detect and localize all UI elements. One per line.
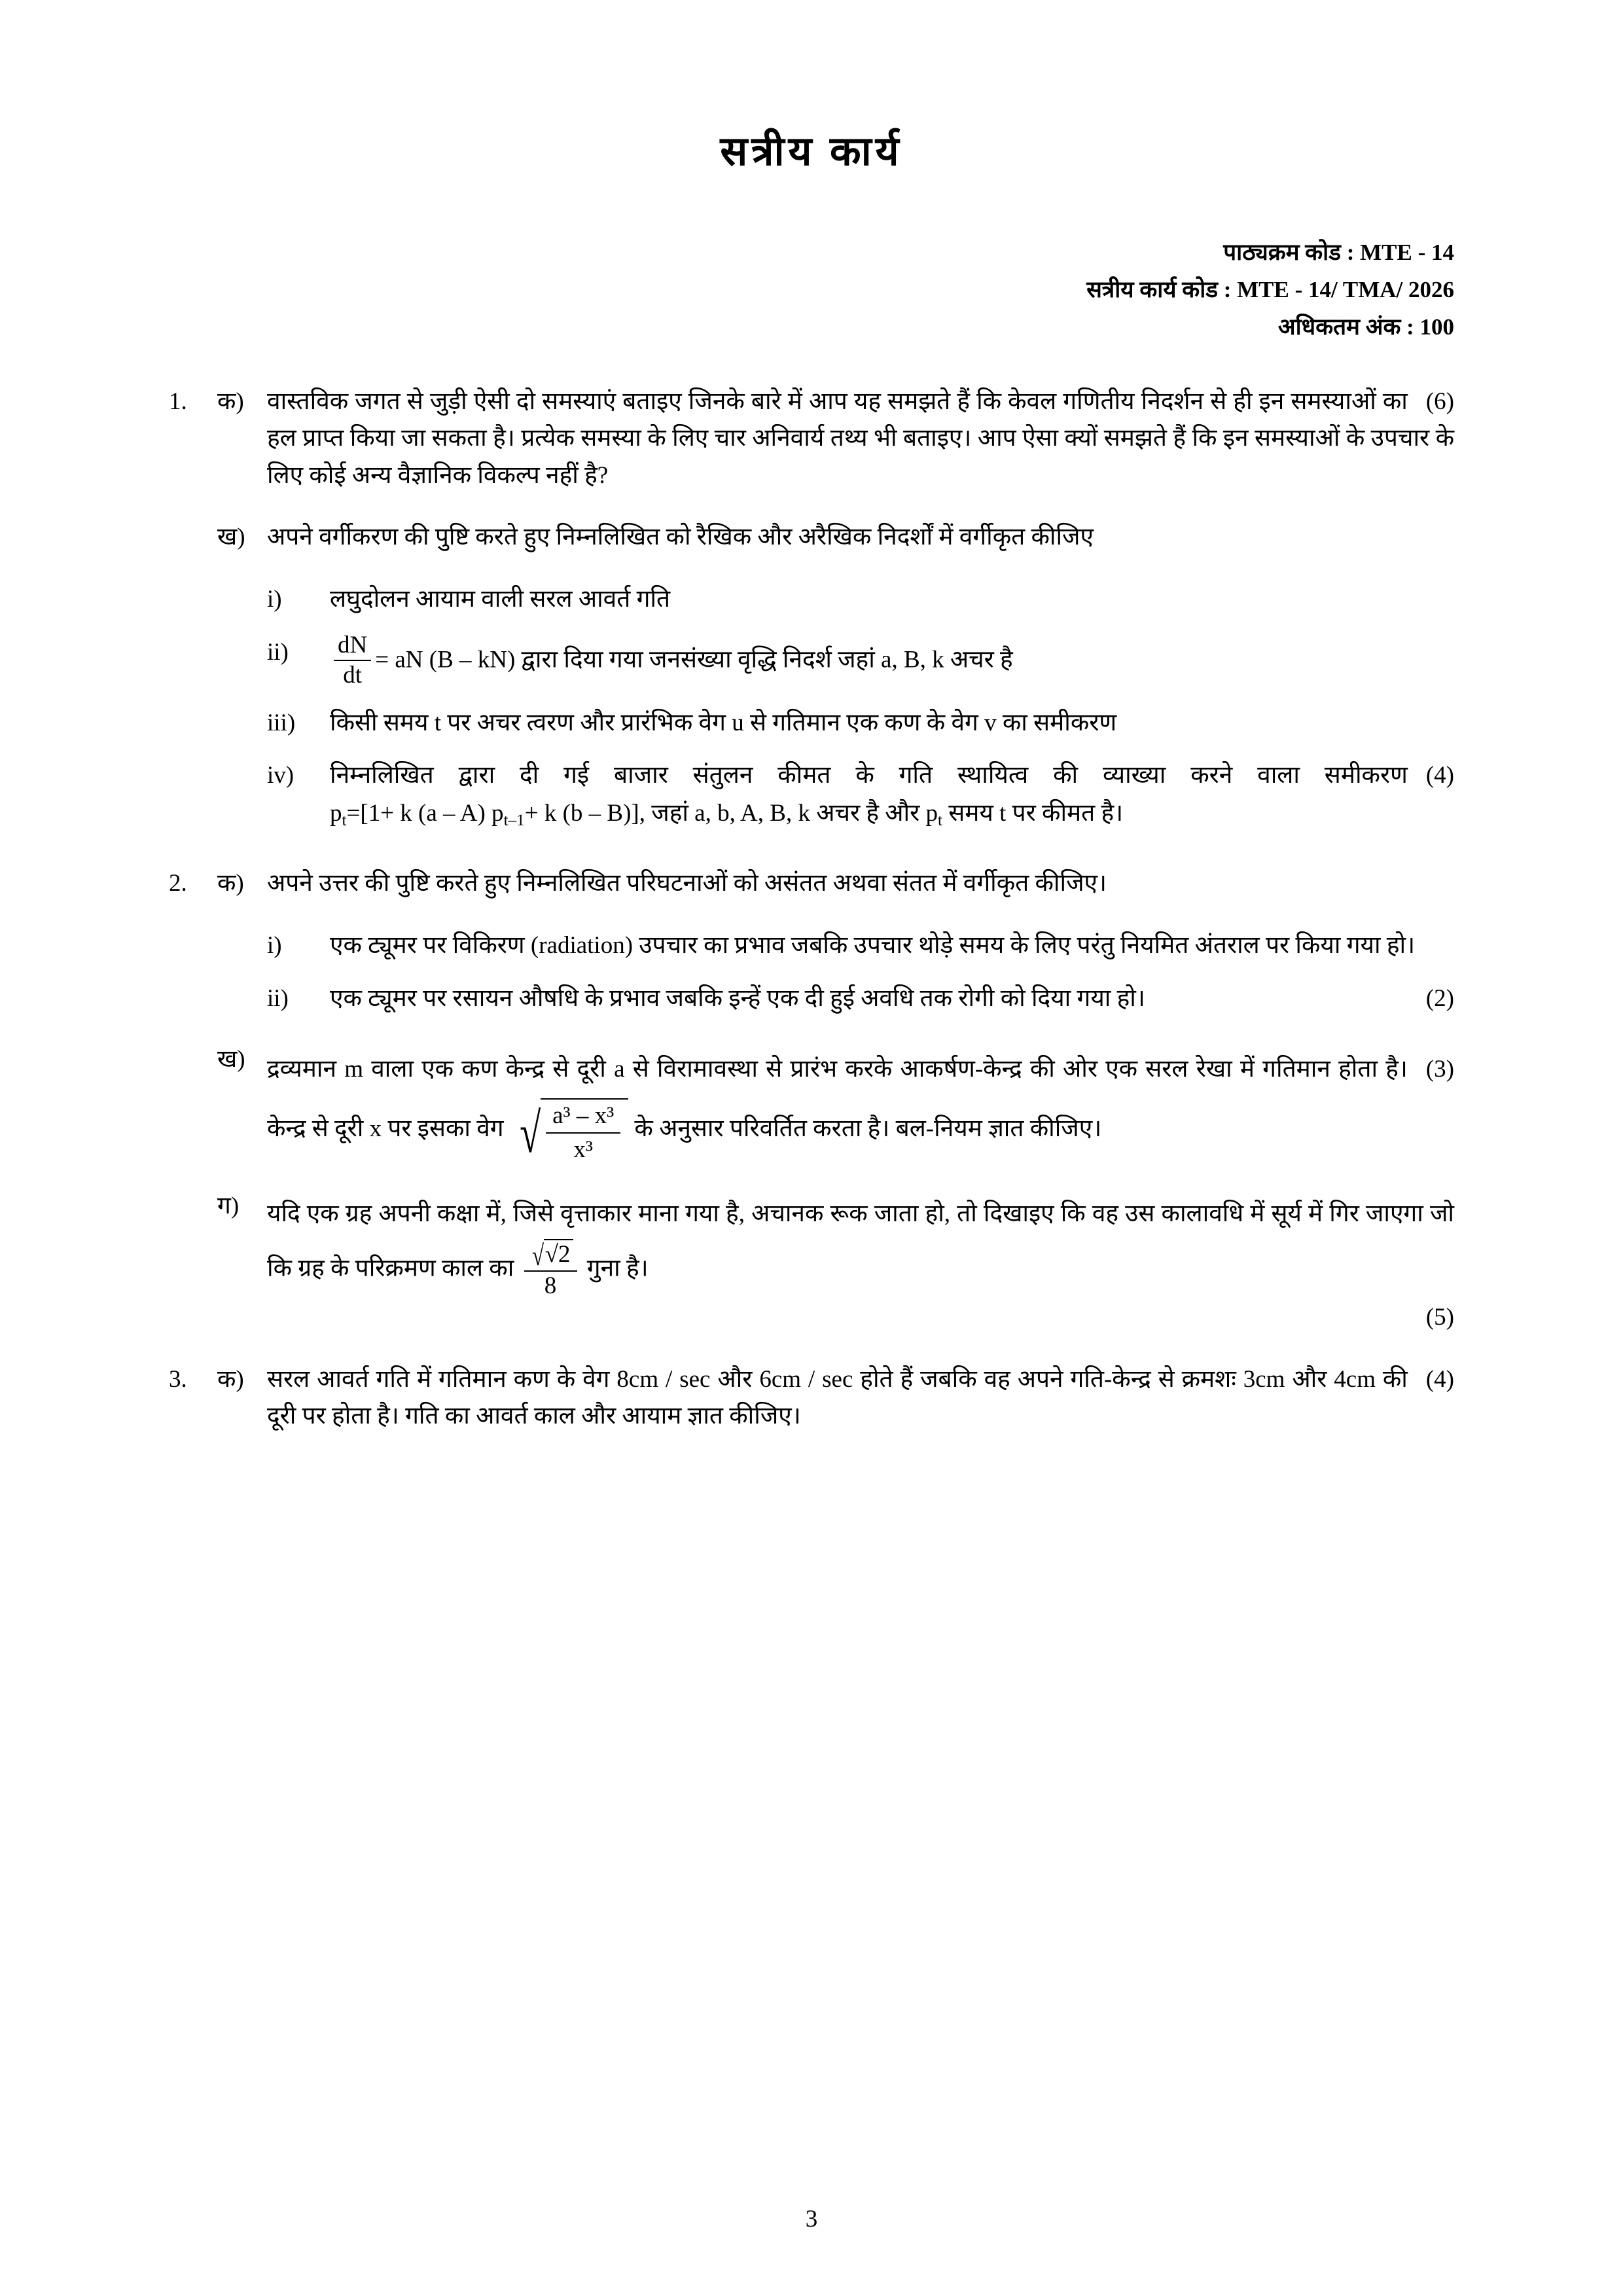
- fraction-numerator: dN: [334, 632, 371, 661]
- course-code-line: पाठ्यक्रम कोड : MTE - 14: [1223, 240, 1454, 266]
- roman-label-2-ii: ii): [267, 984, 289, 1012]
- q3-value-2: 6cm / sec: [759, 1365, 853, 1393]
- q3-ka-text-c: होते हैं जबकि वह अपने गति-केन्द्र से क्रमशः: [860, 1365, 1236, 1393]
- page-number: 3: [805, 2206, 818, 2233]
- item-2-i-text: एक ट्यूमर पर विकिरण (radiation) उपचार का प्रभाव जबकि उपचार थोड़े समय के लिए परंतु नियमित अंतराल पर किया गया हो।: [330, 932, 1416, 960]
- item-2-ii-body: एक ट्यूमर पर रसायन औषधि के प्रभाव जबकि इन्हें एक दी हुई अवधि तक रोगी को दिया गया हो।: [330, 984, 1145, 1012]
- item-iv-text-c: अचर है और: [816, 800, 920, 827]
- sqrt-fraction-denominator: x³: [573, 1136, 593, 1163]
- market-equilibrium-equation: [330, 800, 645, 830]
- item-iii-text-c: से गतिमान एक कण के वेग: [749, 709, 978, 736]
- marks-1-ka: (6): [1425, 388, 1454, 416]
- item-iii-text-a: किसी समय: [330, 709, 429, 736]
- assignment-code-line: सत्रीय कार्य कोड : MTE - 14/ TMA/ 2026: [1086, 276, 1454, 302]
- marks-2-ga: (5): [1425, 1303, 1454, 1331]
- roman-label-ii: ii): [267, 638, 289, 666]
- item-iv-var-t2: t: [999, 800, 1007, 827]
- sqrt-two: [528, 1239, 573, 1272]
- part-label-2-ka: क): [217, 870, 244, 897]
- roman-label-i: i): [267, 586, 282, 613]
- item-iii-text-b: पर अचर त्वरण और प्रारंभिक वेग: [447, 709, 726, 736]
- velocity-sqrt-expression: [510, 1098, 628, 1163]
- item-iv-vars: a, b, A, B, k: [694, 800, 810, 827]
- var-p-sub: t: [937, 812, 942, 830]
- part-label-1-kha: ख): [217, 523, 245, 550]
- fraction-denominator: dt: [343, 661, 362, 689]
- item-iii-var-t: t: [434, 709, 441, 736]
- question-1-kha-item-iii: [169, 704, 1454, 742]
- sqrt-fraction-numerator: a³ – x³: [546, 1102, 620, 1133]
- q2-kha-text-b: वाला एक कण केन्द्र से दूरी: [371, 1056, 606, 1083]
- item-iv-text-b: जहां: [651, 800, 688, 827]
- roman-label-iv: iv): [267, 762, 294, 789]
- q2-kha-text-d: पर इसका वेग: [387, 1115, 504, 1143]
- item-iii-text: [330, 704, 1454, 742]
- item-iii-var-u: u: [732, 709, 744, 736]
- q3-ka-text-e: की दूरी पर होता है। गति का आवर्त काल और आयाम ज्ञात कीजिए।: [267, 1365, 1408, 1429]
- part-label-2-kha: ख): [217, 1046, 245, 1073]
- question-2-part-ka: [169, 865, 1454, 902]
- q2-kha-text-a: द्रव्यमान: [267, 1056, 337, 1083]
- question-number-1: 1.: [169, 388, 187, 416]
- q2-kha-var-x: x: [369, 1115, 382, 1143]
- eq-sub-t: t: [342, 812, 347, 830]
- item-iv-text: [330, 757, 1454, 834]
- marks-1-kha: (4): [1425, 762, 1454, 789]
- q2-kha-text-e: के अनुसार परिवर्तित करता है। बल-नियम ज्ञात कीजिए।: [634, 1115, 1102, 1143]
- q2-ga-text-b: गुना है।: [586, 1255, 649, 1282]
- marks-2-ka: (2): [1425, 984, 1454, 1012]
- q2-kha-var-m: m: [344, 1056, 363, 1083]
- q3-value-3: 3cm: [1243, 1365, 1285, 1393]
- marks-3-ka: (4): [1425, 1365, 1454, 1393]
- question-1-ka-text: वास्तविक जगत से जुड़ी ऐसी दो समस्याएं बताइए जिनके बारे में आप यह समझते हैं कि केवल गणितीय निदर्शन से ही इन समस्याओं का हल प्राप्त किया जा सकता है। प्रत्येक समस्या के लिए चार अनिवार्य तथ्य भी बताइए। आप ऐसा क्यों समझते हैं कि इन समस्याओं के उपचार के लिए कोई अन्य वैज्ञानिक विकल्प नहीं है?: [267, 388, 1454, 489]
- item-i-text: लघुदोलन आयाम वाली सरल आवर्त गति: [330, 586, 671, 613]
- sqrt2-numerator: [524, 1239, 577, 1272]
- question-1-kha-item-iv: [169, 757, 1454, 834]
- question-1-part-kha: [169, 519, 1454, 556]
- roman-label-2-i: i): [267, 932, 282, 960]
- question-1-part-ka: [169, 384, 1454, 494]
- question-2-part-kha: [169, 1041, 1454, 1163]
- eq-rest-2: + k (b – B)],: [524, 800, 645, 827]
- question-1-kha-item-i: [169, 581, 1454, 619]
- dn-dt-fraction: [334, 632, 371, 689]
- question-list: [0, 384, 1623, 1435]
- q3-ka-text-b: और: [717, 1365, 753, 1393]
- sqrt2-radicand: √2: [544, 1239, 573, 1268]
- header-meta-block: [0, 234, 1623, 346]
- radical-sign-small-icon: √: [531, 1239, 544, 1272]
- part-label-1-ka: क): [217, 388, 244, 416]
- question-3-ka-body: [267, 1361, 1454, 1435]
- sqrt2-over-8-fraction: [524, 1239, 577, 1299]
- eq-p: p: [330, 800, 342, 827]
- sqrt-fraction: [546, 1102, 620, 1163]
- item-iii-var-v: v: [984, 709, 997, 736]
- question-3-part-ka: [169, 1361, 1454, 1435]
- sqrt-radicand: [541, 1098, 628, 1163]
- q3-ka-text-d: और: [1292, 1365, 1327, 1393]
- marks-2-kha: (3): [1425, 1056, 1454, 1083]
- question-2-ka-item-ii: [169, 980, 1454, 1018]
- question-1-kha-body: अपने वर्गीकरण की पुष्टि करते हुए निम्नलिखित को रैखिक और अरैखिक निदर्शों में वर्गीकृत कीजिए: [267, 523, 1094, 550]
- question-1-kha-item-ii: [169, 631, 1454, 690]
- var-p: p: [925, 800, 938, 827]
- q3-ka-text-a: सरल आवर्त गति में गतिमान कण के वेग: [267, 1365, 610, 1393]
- question-number-3: 3.: [169, 1365, 187, 1393]
- part-label-2-ga: ग): [217, 1193, 240, 1220]
- roman-label-iii: iii): [267, 709, 296, 736]
- max-marks-line: अधिकतम अंक : 100: [1277, 314, 1454, 340]
- equation-rhs: = aN (B – kN): [375, 646, 516, 673]
- question-2-ga-body: [267, 1188, 1454, 1300]
- radical-sign-icon: √: [519, 1101, 541, 1164]
- question-2-ka-item-i: [169, 927, 1454, 965]
- item-2-ii-text: [330, 980, 1454, 1018]
- eq-sub-t-1: t–1: [503, 812, 525, 830]
- item-iv-text-a: निम्नलिखित द्वारा दी गई बाजार संतुलन कीमत के गति स्थायित्व की व्याख्या करने वाला समीकरण: [330, 762, 1408, 789]
- q2-ga-text-a: यदि एक ग्रह अपनी कक्षा में, जिसे वृत्ताकार माना गया है, अचानक रूक जाता हो, तो दिखाइए कि वह उस कालावधि में सूर्य में गिर जाएगा जो कि ग्रह के परिक्रमण काल का: [267, 1200, 1454, 1282]
- q2-kha-var-a: a: [614, 1056, 625, 1083]
- question-2-ka-body: अपने उत्तर की पुष्टि करते हुए निम्नलिखित परिघटनाओं को असंतत अथवा संतत में वर्गीकृत कीजिए।: [267, 870, 1107, 897]
- item-iv-var-pt: [925, 800, 942, 830]
- item-ii-text: [330, 631, 1454, 690]
- sqrt2-denominator: 8: [544, 1272, 557, 1299]
- question-number-2: 2.: [169, 870, 187, 897]
- item-ii-text-after: द्वारा दिया गया जनसंख्या वृद्धि निदर्श जहां: [521, 646, 875, 673]
- q2-kha-text-c: से विरामावस्था से प्रारंभ करके आकर्षण-केन्द्र की ओर एक सरल रेखा में गतिमान होता है। केन्द्र से दूरी: [267, 1056, 1408, 1143]
- item-iii-text-d: का समीकरण: [1002, 709, 1117, 736]
- question-1-ka-body: [267, 384, 1454, 494]
- page-title: सत्रीय कार्य: [720, 130, 903, 174]
- question-2-kha-body: [267, 1041, 1454, 1163]
- part-label-3-ka: क): [217, 1365, 244, 1393]
- question-2-part-ga: [169, 1188, 1454, 1300]
- item-iv-text-d: समय: [948, 800, 993, 827]
- item-ii-vars: a, B, k: [881, 646, 944, 673]
- item-iv-text-e: पर कीमत है।: [1012, 800, 1124, 827]
- item-ii-text-end: अचर है: [950, 646, 1013, 673]
- q3-value-4: 4cm: [1334, 1365, 1376, 1393]
- eq-rest: =[1+ k (a – A) p: [346, 800, 504, 827]
- q3-value-1: 8cm / sec: [616, 1365, 711, 1393]
